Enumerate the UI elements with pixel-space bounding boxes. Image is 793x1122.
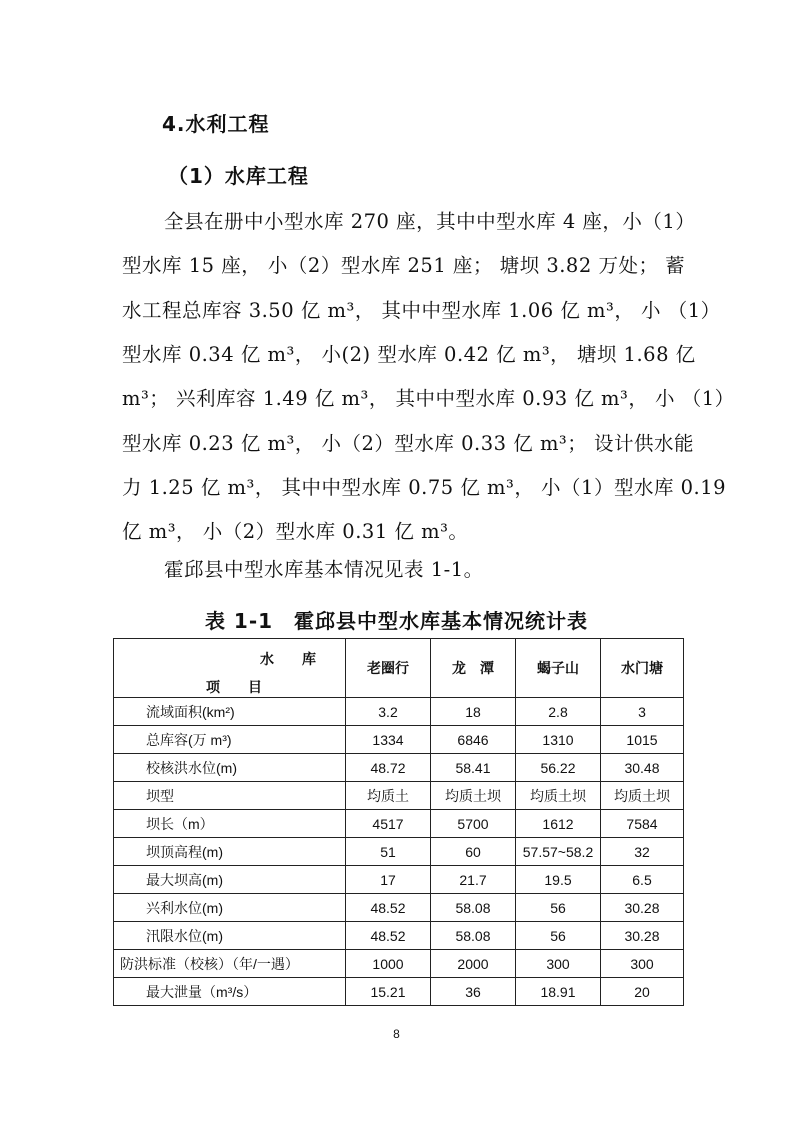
- table-cell: 48.72: [346, 754, 431, 782]
- table-cell: 60: [431, 838, 516, 866]
- row-label: 坝长（m）: [114, 810, 346, 838]
- table-cell: 1334: [346, 726, 431, 754]
- corner-header-bottom: 项 目: [206, 679, 262, 695]
- table-row: [114, 978, 684, 1006]
- table-cell: 均质土: [346, 782, 431, 810]
- table-body: [114, 698, 684, 1006]
- table-cell: 1015: [601, 726, 684, 754]
- reservoir-table: [113, 638, 684, 1006]
- table-cell: 48.52: [346, 922, 431, 950]
- section-heading: 4.水利工程: [162, 112, 270, 136]
- row-label: 坝顶高程(m): [114, 838, 346, 866]
- table-cell: 均质土坝: [601, 782, 684, 810]
- column-header: 蝎子山: [516, 639, 601, 698]
- table-cell: 17: [346, 866, 431, 894]
- table-cell: 56: [516, 922, 601, 950]
- table-cell: 300: [601, 950, 684, 978]
- table-row: [114, 866, 684, 894]
- paragraph-line: 全县在册中小型水库 270 座，其中中型水库 4 座，小（1）: [164, 210, 696, 233]
- table-cell: 18: [431, 698, 516, 726]
- table-cell: 56.22: [516, 754, 601, 782]
- row-label: 校核洪水位(m): [114, 754, 346, 782]
- table-row: [114, 754, 684, 782]
- table-cell: 21.7: [431, 866, 516, 894]
- table-cell: 均质土坝: [431, 782, 516, 810]
- table-cell: 48.52: [346, 894, 431, 922]
- table-cell: 2.8: [516, 698, 601, 726]
- paragraph-line: 力 1.25 亿 m³， 其中中型水库 0.75 亿 m³， 小（1）型水库 0.19: [122, 475, 727, 499]
- page-number: 8: [393, 1027, 400, 1041]
- row-label: 总库容(万 m³): [114, 726, 346, 754]
- table-title: 表 1-1 霍邱县中型水库基本情况统计表: [204, 609, 589, 633]
- table-cell: 4517: [346, 810, 431, 838]
- row-label: 最大泄量（m³/s）: [114, 978, 346, 1006]
- corner-header-cell: [114, 639, 346, 698]
- row-label: 流域面积(km²): [114, 698, 346, 726]
- table-cell: 1612: [516, 810, 601, 838]
- table-cell: 6846: [431, 726, 516, 754]
- subsection-heading: （1）水库工程: [168, 164, 309, 188]
- table-row: [114, 782, 684, 810]
- table-cell: 57.57~58.2: [516, 838, 601, 866]
- table-cell: 19.5: [516, 866, 601, 894]
- table-row: [114, 922, 684, 950]
- table-cell: 30.28: [601, 922, 684, 950]
- table-row: [114, 950, 684, 978]
- table-row: [114, 810, 684, 838]
- reference-sentence: 霍邱县中型水库基本情况见表 1-1。: [164, 558, 484, 581]
- table-cell: 300: [516, 950, 601, 978]
- table-cell: 30.48: [601, 754, 684, 782]
- table-cell: 15.21: [346, 978, 431, 1006]
- table-cell: 1000: [346, 950, 431, 978]
- table-cell: 3.2: [346, 698, 431, 726]
- paragraph-line: 水工程总库容 3.50 亿 m³， 其中中型水库 1.06 亿 m³， 小 （1）: [122, 298, 721, 322]
- table-cell: 6.5: [601, 866, 684, 894]
- table-cell: 56: [516, 894, 601, 922]
- paragraph-line: 型水库 15 座， 小（2）型水库 251 座； 塘坝 3.82 万处； 蓄: [122, 254, 686, 278]
- table-row: [114, 698, 684, 726]
- row-label: 兴利水位(m): [114, 894, 346, 922]
- row-label: 防洪标准（校核）（年/一遇）: [114, 950, 346, 978]
- table-cell: 1310: [516, 726, 601, 754]
- column-header: 龙 潭: [431, 639, 516, 698]
- table-cell: 32: [601, 838, 684, 866]
- row-label: 最大坝高(m): [114, 866, 346, 894]
- table-cell: 58.08: [431, 894, 516, 922]
- table-row: [114, 726, 684, 754]
- table-row: [114, 838, 684, 866]
- table-cell: 58.41: [431, 754, 516, 782]
- paragraph-line: 型水库 0.23 亿 m³， 小（2）型水库 0.33 亿 m³； 设计供水能: [122, 431, 694, 455]
- paragraph-line: 亿 m³， 小（2）型水库 0.31 亿 m³。: [122, 520, 469, 544]
- row-label: 汛限水位(m): [114, 922, 346, 950]
- row-label: 坝型: [114, 782, 346, 810]
- table-cell: 18.91: [516, 978, 601, 1006]
- table-header-row: [114, 639, 684, 698]
- table-cell: 51: [346, 838, 431, 866]
- table-cell: 均质土坝: [516, 782, 601, 810]
- paragraph-line: m³； 兴利库容 1.49 亿 m³， 其中中型水库 0.93 亿 m³， 小 （1）: [122, 387, 735, 411]
- table-cell: 58.08: [431, 922, 516, 950]
- table-cell: 5700: [431, 810, 516, 838]
- table-cell: 20: [601, 978, 684, 1006]
- table-cell: 30.28: [601, 894, 684, 922]
- corner-header-top: 水 库: [260, 651, 316, 667]
- table-cell: 2000: [431, 950, 516, 978]
- table-cell: 7584: [601, 810, 684, 838]
- column-header: 水门塘: [601, 639, 684, 698]
- table-cell: 36: [431, 978, 516, 1006]
- table-cell: 3: [601, 698, 684, 726]
- column-header: 老圈行: [346, 639, 431, 698]
- paragraph-line: 型水库 0.34 亿 m³， 小(2) 型水库 0.42 亿 m³， 塘坝 1.68 亿: [122, 342, 696, 366]
- table-row: [114, 894, 684, 922]
